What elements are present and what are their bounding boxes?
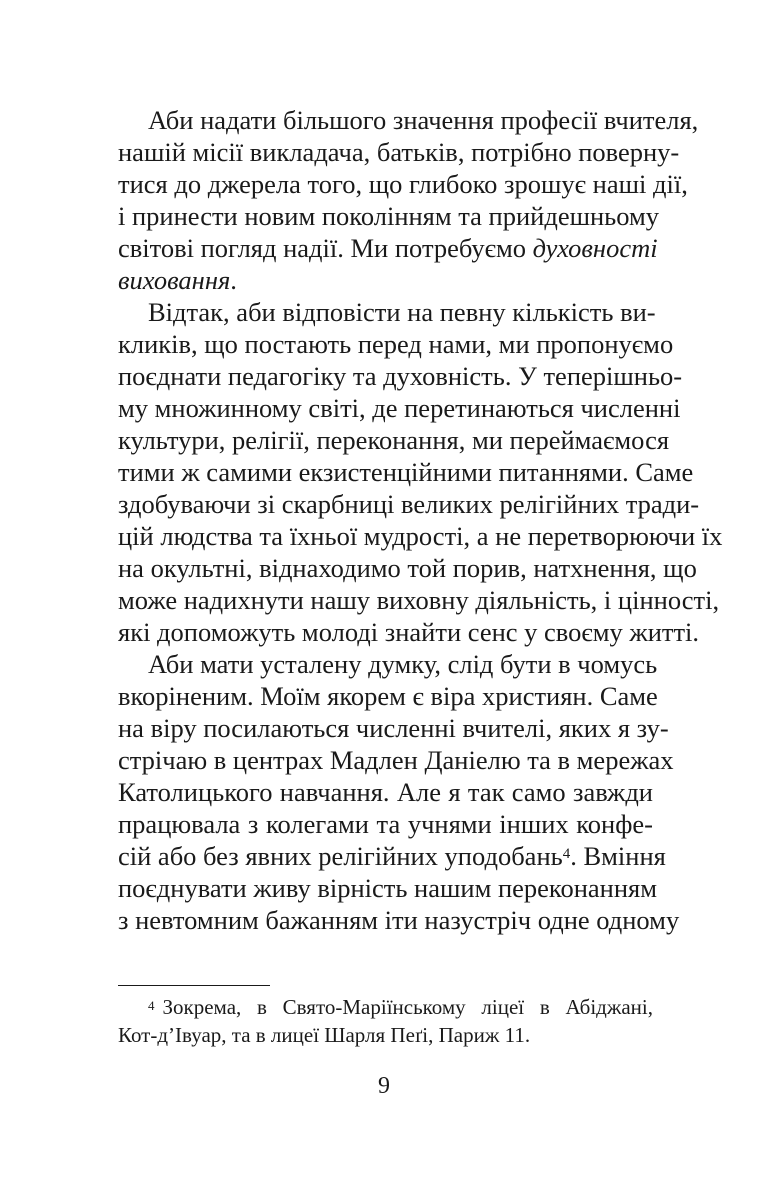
italic-text: виховання xyxy=(118,265,231,295)
text-line: Відтак, аби відповісти на певну кількість ви- xyxy=(148,297,656,327)
text-line: на віру посилаються численні вчителі, яких я зу- xyxy=(118,713,669,743)
text-line: з невтомним бажанням іти назустріч одне одному xyxy=(118,905,680,935)
text-line: працювала з колегами та учнями інших конфе- xyxy=(118,809,653,839)
text-line: поєднати педагогіку та духовність. У теперішньо- xyxy=(118,361,683,391)
text-line: поєднувати живу вірність нашим переконанням xyxy=(118,873,657,903)
footnote-line: Кот-д’Івуар, та в лицеї Шарля Пеґі, Париж 11. xyxy=(118,1023,531,1047)
text-line: які допоможуть молоді знайти сенс у своєму житті. xyxy=(118,617,700,647)
text-line: на окультні, віднаходимо той порив, натхнення, що xyxy=(118,553,697,583)
text-line: вкоріненим. Моїм якорем є віра християн. Саме xyxy=(118,681,658,711)
footnote-marker: 4 xyxy=(148,998,155,1013)
italic-text: духовності xyxy=(532,233,658,263)
text-run: . xyxy=(230,265,237,295)
text-line: му множинному світі, де перетинаються численні xyxy=(118,393,681,423)
footnote-divider xyxy=(118,985,270,986)
text-run: світові погляд надії. Ми потребуємо xyxy=(118,233,533,263)
text-line: тими ж самими екзистенційними питаннями. Саме xyxy=(118,457,694,487)
text-line: стрічаю в центрах Мадлен Даніелю та в мережах xyxy=(118,745,674,775)
text-line: і принести новим поколінням та прийдешньому xyxy=(118,201,660,231)
page-number: 9 xyxy=(378,1073,390,1099)
text-line: тися до джерела того, що глибоко зрошує наші дії, xyxy=(118,169,688,199)
text-line: кликів, що постають перед нами, ми пропонуємо xyxy=(118,329,674,359)
text-line: здобуваючи зі скарбниці великих релігійних тради- xyxy=(118,489,700,519)
footnote-text: Зокрема, в Свято-Маріїнському ліцеї в Абіджані, xyxy=(162,995,653,1019)
text-line xyxy=(118,840,666,872)
footnote-line xyxy=(148,993,653,1021)
text-run: сій або без явних релігійних уподобань xyxy=(118,841,563,871)
text-line: Аби мати усталену думку, слід бути в чомусь xyxy=(148,649,658,679)
text-line: може надихнути нашу виховну діяльність, і цінності, xyxy=(118,585,720,615)
text-line xyxy=(118,232,658,264)
text-line: Аби надати більшого значення професії вчителя, xyxy=(148,105,699,135)
text-line: нашій місії викладача, батьків, потрібно поверну- xyxy=(118,137,680,167)
text-run: . Вміння xyxy=(570,841,666,871)
text-line: Католицького навчання. Але я так само завжди xyxy=(118,777,653,807)
footnote-reference[interactable]: 4 xyxy=(562,846,571,862)
text-line xyxy=(118,264,653,296)
text-line: культури, релігії, переконання, ми переймаємося xyxy=(118,425,670,455)
text-line: цій людства та їхньої мудрості, а не перетворюючи їх xyxy=(118,521,723,551)
